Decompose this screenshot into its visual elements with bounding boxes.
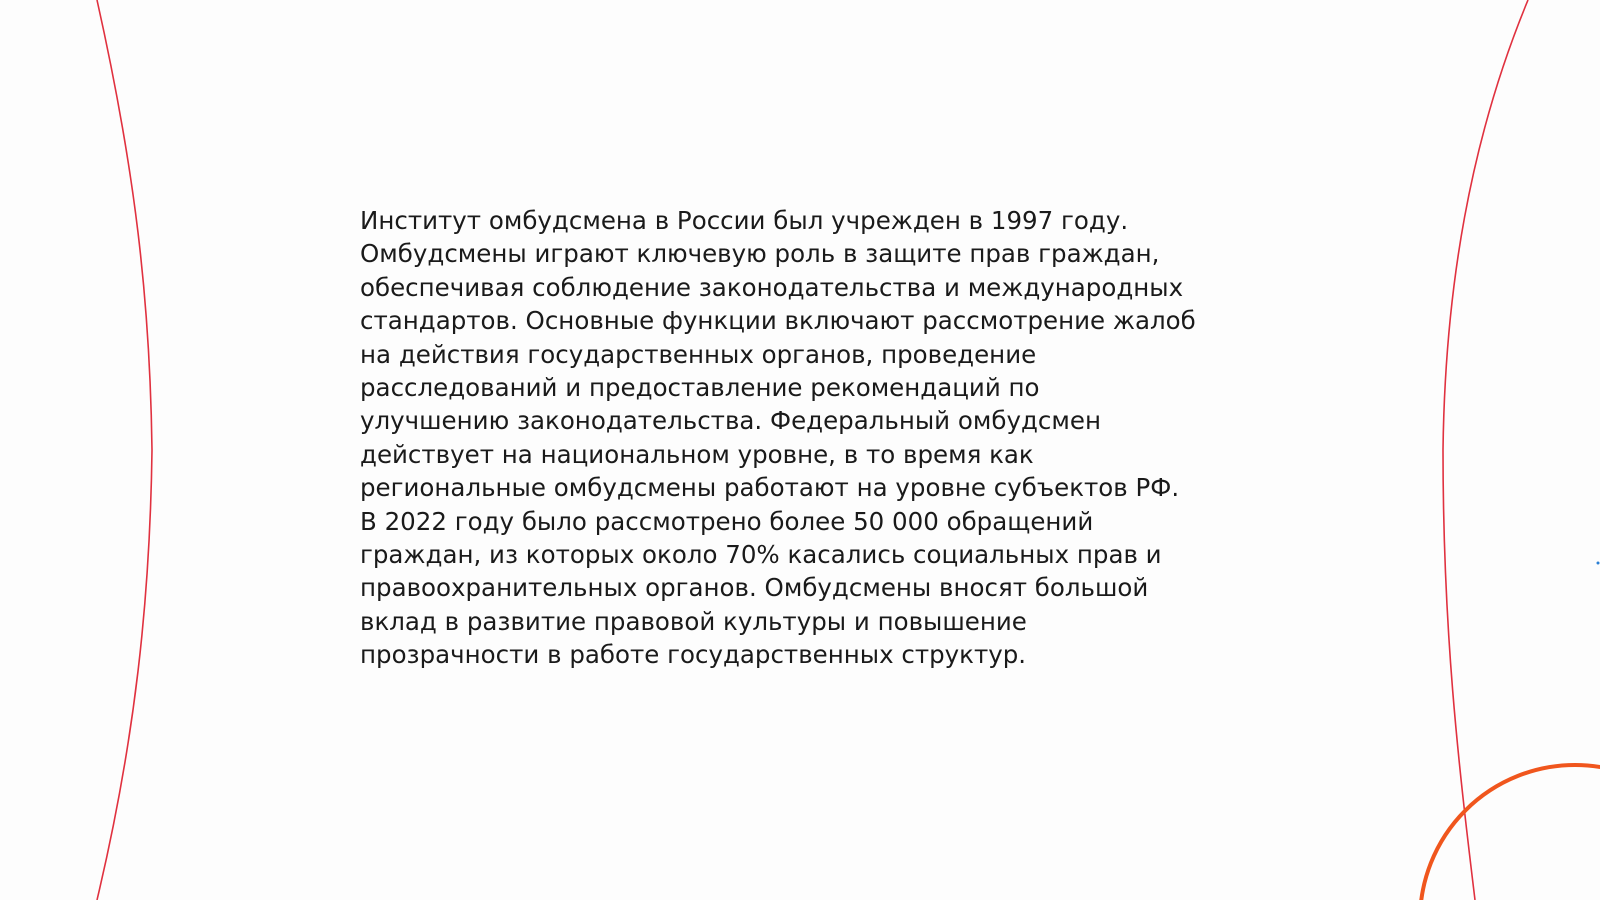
paragraph-line: граждан, из которых около 70% касались социальных прав и — [360, 540, 1162, 570]
left-red-curve — [97, 0, 152, 900]
right-red-curve — [1443, 0, 1528, 900]
paragraph-line: Институт омбудсмена в России был учрежден в 1997 году. — [360, 206, 1129, 235]
paragraph-line: действует на национальном уровне, в то время как — [360, 439, 1034, 469]
body-paragraph — [360, 204, 1260, 672]
paragraph-line: региональные омбудсмены работают на уровне субъектов РФ. — [360, 473, 1180, 503]
paragraph-line: правоохранительных органов. Омбудсмены вносят большой — [360, 573, 1149, 603]
paragraph-line: улучшению законодательства. Федеральный омбудсмен — [360, 406, 1101, 436]
blue-dot — [1597, 562, 1600, 565]
paragraph-line: обеспечивая соблюдение законодательства и международных — [360, 272, 1184, 302]
orange-arc — [1420, 765, 1600, 900]
paragraph-line: на действия государственных органов, проведение — [360, 339, 1037, 369]
paragraph-line: Омбудсмены играют ключевую роль в защите прав граждан, — [360, 239, 1160, 269]
paragraph-line: вклад в развитие правовой культуры и повышение — [360, 606, 1027, 636]
paragraph-line: прозрачности в работе государственных структур. — [360, 640, 1027, 670]
paragraph-line: В 2022 году было рассмотрено более 50 000 обращений — [360, 506, 1094, 536]
paragraph-line: стандартов. Основные функции включают рассмотрение жалоб — [360, 306, 1196, 336]
paragraph-line: расследований и предоставление рекомендаций по — [360, 373, 1040, 403]
